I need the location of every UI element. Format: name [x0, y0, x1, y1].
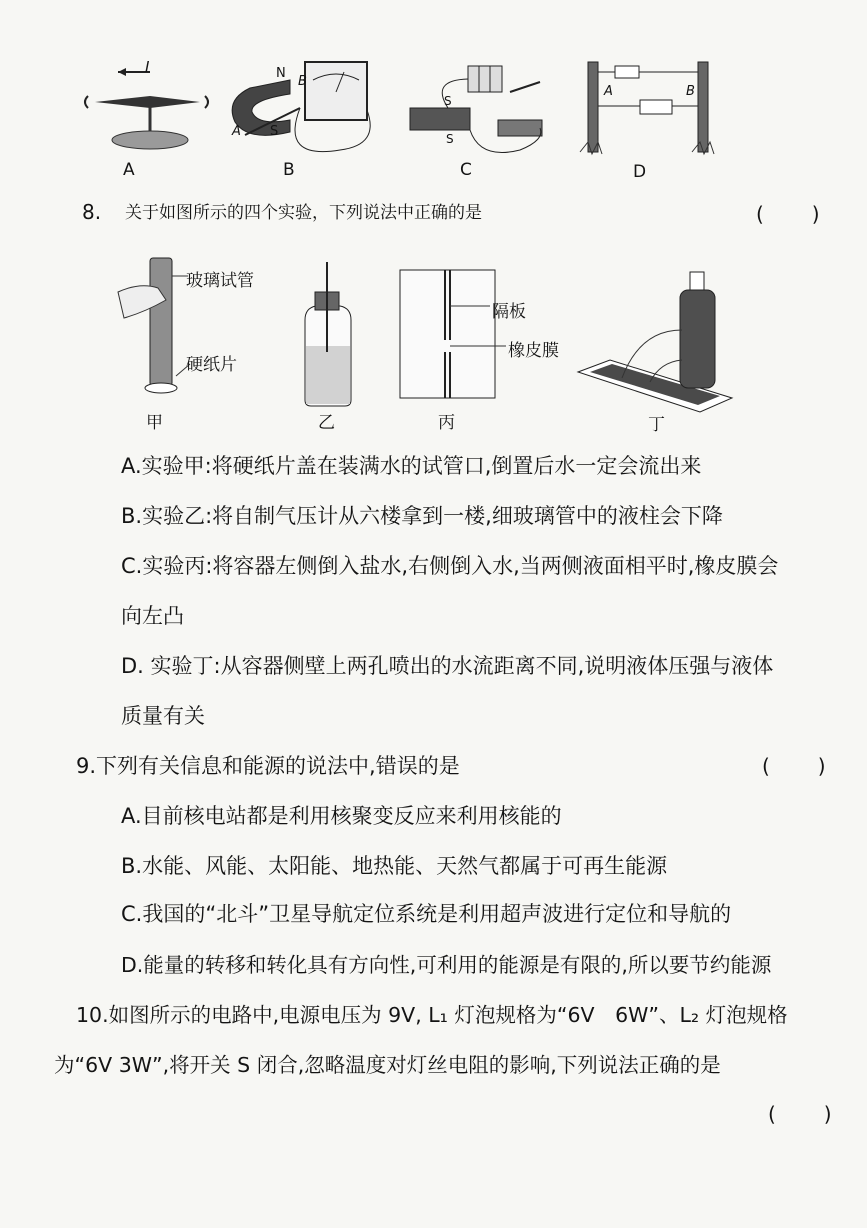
callout-glass-tube: 玻璃试管 — [186, 271, 254, 291]
figure1-label-a: A — [123, 160, 135, 180]
question-stem-line1: 10.如图所示的电路中,电源电压为 9V, L₁ 灯泡规格为“6V 6W”、L₂ 灯泡规格 — [76, 1003, 788, 1027]
callout-card: 硬纸片 — [186, 355, 237, 375]
option-b: B.水能、风能、太阳能、地热能、天然气都属于可再生能源 — [121, 854, 668, 878]
current-i-label: I — [145, 58, 150, 76]
figure1-label-c: C — [460, 160, 472, 180]
answer-paren: ( ) — [756, 202, 834, 226]
magnet-n-label: N — [276, 66, 286, 81]
question-stem: 关于如图所示的四个实验，下列说法中正确的是 — [125, 203, 482, 223]
magnet-s2-label: S — [446, 132, 454, 146]
option-d: D.能量的转移和转化具有方向性,可利用的能源是有限的,所以要节约能源 — [121, 953, 772, 977]
option-c: C.实验丙:将容器左侧倒入盐水,右侧倒入水,当两侧液面相平时,橡皮膜会 — [121, 554, 779, 578]
option-c: C.我国的“北斗”卫星导航定位系统是利用超声波进行定位和导航的 — [121, 902, 732, 926]
question-number: 8. — [82, 200, 102, 224]
magnet-s1-label: S — [444, 94, 452, 108]
figure1-label-d: D — [633, 162, 647, 182]
answer-paren: ( ) — [762, 754, 840, 778]
coil-b-label: B — [686, 84, 695, 99]
answer-paren: ( ) — [768, 1102, 846, 1126]
option-a: A.目前核电站都是利用核聚变反应来利用核能的 — [121, 804, 562, 828]
option-c-cont: 向左凸 — [121, 604, 184, 628]
question-stem-line2: 为“6V 3W”,将开关 S 闭合,忽略温度对灯丝电阻的影响,下列说法正确的是 — [54, 1053, 721, 1077]
option-d-cont: 质量有关 — [121, 704, 205, 728]
wire-b-label: B — [298, 74, 307, 89]
figure1-label-b: B — [283, 160, 295, 180]
figure2-label-jia: 甲 — [146, 413, 163, 433]
wire-a-label: A — [232, 124, 241, 139]
option-b: B.实验乙:将自制气压计从六楼拿到一楼,细玻璃管中的液柱会下降 — [121, 504, 723, 528]
callout-membrane: 橡皮膜 — [508, 341, 559, 361]
callout-partition: 隔板 — [492, 302, 526, 322]
figure2-label-ding: 丁 — [648, 415, 665, 435]
option-a: A.实验甲:将硬纸片盖在装满水的试管口,倒置后水一定会流出来 — [121, 454, 702, 478]
coil-a-label: A — [604, 84, 613, 99]
figure2-label-yi: 乙 — [318, 413, 335, 433]
figure2-label-bing: 丙 — [438, 413, 455, 433]
question-stem: 9.下列有关信息和能源的说法中,错误的是 — [76, 754, 460, 778]
option-d: D. 实验丁:从容器侧壁上两孔喷出的水流距离不同,说明液体压强与液体 — [121, 654, 774, 678]
magnet-s-label: S — [270, 124, 279, 139]
